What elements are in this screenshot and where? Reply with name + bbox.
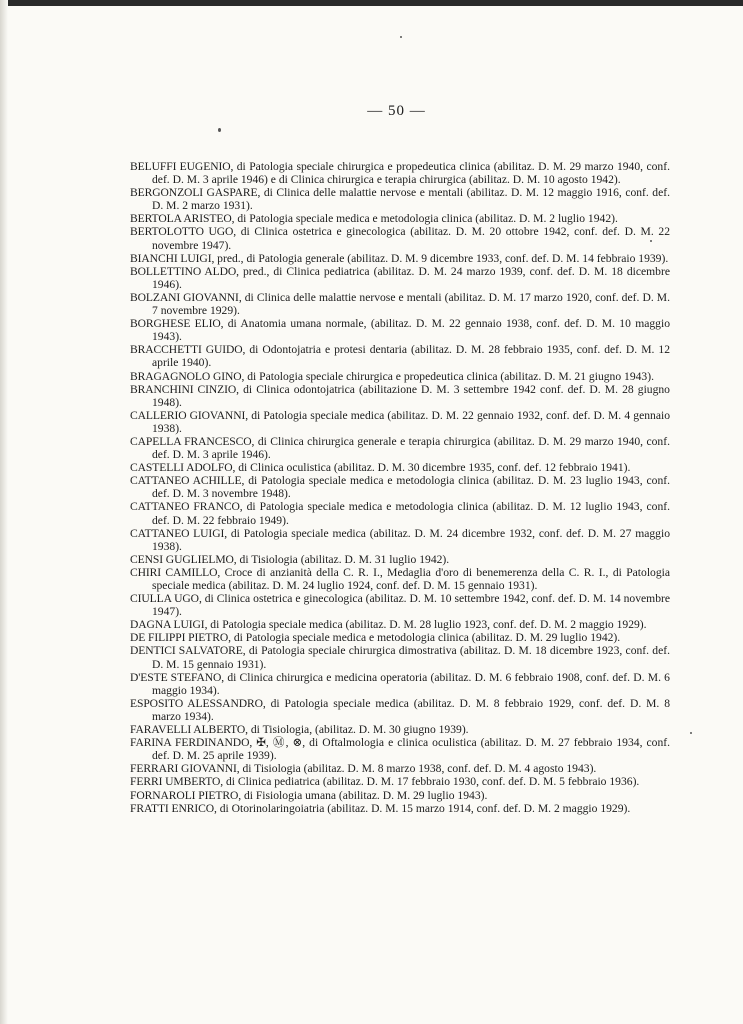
faculty-name: FERRARI GIOVANNI, — [130, 762, 240, 776]
faculty-detail: pred., di Clinica pediatrica (abilitaz. D. M. 24 marzo 1939, conf. def. D. M. 18 dicembre 1946). — [152, 264, 670, 291]
faculty-name: BERTOLA ARISTEO, — [130, 212, 235, 226]
scan-speck — [400, 36, 402, 38]
faculty-entry — [130, 343, 670, 369]
faculty-name: CALLERIO GIOVANNI, — [130, 408, 249, 422]
faculty-name: BRAGAGNOLO GINO, — [130, 369, 245, 383]
faculty-entry — [130, 644, 670, 670]
faculty-entry — [130, 527, 670, 553]
faculty-entry — [130, 631, 670, 644]
faculty-name: CATTANEO LUIGI, — [130, 526, 228, 540]
faculty-detail: di Fisiologia umana (abilitaz. D. M. 29 luglio 1943). — [243, 788, 488, 802]
faculty-detail: di Patologia speciale medica (abilitaz. D. M. 22 gennaio 1932, conf. def. D. M. 4 gennaio 1938). — [152, 408, 670, 435]
faculty-name: BIANCHI LUIGI, — [130, 251, 215, 265]
faculty-entry — [130, 461, 670, 474]
faculty-detail: di Clinica oculistica (abilitaz. D. M. 30 dicembre 1935, conf. def. 12 febbraio 1941). — [238, 461, 631, 475]
faculty-detail: di Odontojatria e protesi dentaria (abilitaz. D. M. 28 febbraio 1935, conf. def. D. M. 12 aprile 1940). — [152, 343, 671, 370]
faculty-detail: di Patologia speciale medica e metodologia clinica (abilitaz. D. M. 29 luglio 1942). — [233, 631, 621, 645]
faculty-entry — [130, 383, 670, 409]
faculty-name: CASTELLI ADOLFO, — [130, 461, 236, 475]
faculty-detail: di Patologia speciale medica e metodologia clinica (abilitaz. D. M. 23 luglio 1943, conf. def. D. M. 3 novembre 1948). — [152, 474, 671, 501]
faculty-entry — [130, 592, 670, 618]
faculty-entry — [130, 291, 670, 317]
faculty-name: FERRI UMBERTO, — [130, 775, 224, 789]
faculty-entry — [130, 671, 670, 697]
scan-top-border — [0, 0, 743, 6]
faculty-name: BORGHESE ELIO, — [130, 317, 224, 331]
faculty-detail: di Tisiologia (abilitaz. D. M. 8 marzo 1938, conf. def. D. M. 4 agosto 1943). — [242, 762, 597, 776]
faculty-entry — [130, 252, 670, 265]
faculty-detail: di Otorinolaringoiatria (abilitaz. D. M. 15 marzo 1914, conf. def. D. M. 2 maggio 1929). — [219, 801, 631, 815]
faculty-detail: di Tisiologia (abilitaz. D. M. 31 luglio 1942). — [239, 552, 450, 566]
faculty-name: CATTANEO ACHILLE, — [130, 474, 245, 488]
faculty-detail: di Patologia speciale medica (abilitaz. D. M. 8 febbraio 1929, conf. def. D. M. 8 marzo 1934). — [152, 696, 670, 723]
faculty-entry — [130, 762, 670, 775]
faculty-entry — [130, 474, 670, 500]
faculty-name: BRANCHINI CINZIO, — [130, 382, 239, 396]
faculty-entry — [130, 553, 670, 566]
faculty-detail: di Clinica chirurgica e medicina operatoria (abilitaz. D. M. 6 febbraio 1908, conf. def. D. M. 6 maggio 1934). — [152, 670, 670, 697]
faculty-entry — [130, 186, 670, 212]
faculty-detail: di Patologia speciale medica (abilitaz. D. M. 28 luglio 1923, conf. def. D. M. 2 maggio 1929). — [210, 618, 647, 632]
faculty-name: FARINA FERDINANDO, — [130, 736, 253, 750]
faculty-detail: pred., di Patologia generale (abilitaz. D. M. 9 dicembre 1933, conf. def. D. M. 14 febbraio 1939). — [217, 251, 669, 265]
faculty-entry — [130, 370, 670, 383]
faculty-detail: di Patologia speciale medica (abilitaz. D. M. 24 dicembre 1932, conf. def. D. M. 27 maggio 1938). — [152, 526, 670, 553]
faculty-name: BERGONZOLI GASPARE, — [130, 186, 261, 200]
faculty-detail: Croce di anzianità della C. R. I., Medaglia d'oro di benemerenza della C. R. I., di Patologia speciale medica (abilitaz. D. M. 24 luglio 1924, conf. def. D. M. 15 gennaio 1931). — [152, 565, 670, 592]
faculty-name: CHIRI CAMILLO, — [130, 565, 221, 579]
faculty-entry — [130, 265, 670, 291]
scan-speck — [690, 732, 692, 734]
faculty-detail: di Clinica ostetrica e ginecologica (abilitaz. D. M. 10 settembre 1942, conf. def. D. M. 14 novembre 1947). — [152, 592, 670, 619]
faculty-entry — [130, 736, 670, 762]
page-number: — 50 — — [367, 103, 426, 119]
faculty-entry — [130, 566, 670, 592]
scan-speck — [218, 128, 221, 132]
scan-speck — [650, 240, 652, 242]
faculty-name: CENSI GUGLIELMO, — [130, 552, 237, 566]
faculty-detail: di Patologia speciale chirurgica dimostrativa (abilitaz. D. M. 18 dicembre 1923, conf. def. D. M. 15 gennaio 1931). — [152, 644, 670, 671]
faculty-entry — [130, 618, 670, 631]
faculty-detail: di Clinica chirurgica generale e terapia chirurgica (abilitaz. D. M. 29 marzo 1940, conf. def. D. M. 3 aprile 1946). — [152, 434, 670, 462]
faculty-name: DENTICI SALVATORE, — [130, 644, 246, 658]
faculty-detail: di Patologia speciale chirurgica e propedeutica clinica (abilitaz. D. M. 21 giugno 1943). — [247, 369, 654, 383]
faculty-entry — [130, 697, 670, 723]
faculty-detail: di Patologia speciale medica e metodologia clinica (abilitaz. D. M. 12 luglio 1943, conf. def. D. M. 22 febbraio 1949). — [152, 500, 671, 527]
faculty-entry — [130, 160, 670, 186]
faculty-entry — [130, 212, 670, 225]
faculty-detail: ✠, Ⓜ, ⊗, di Oftalmologia e clinica oculistica (abilitaz. D. M. 27 febbraio 1934, conf. def. D. M. 25 aprile 1939). — [152, 736, 671, 763]
faculty-detail: di Clinica delle malattie nervose e mentali (abilitaz. D. M. 12 maggio 1916, conf. def. D. M. 2 marzo 1931). — [152, 186, 671, 213]
faculty-name: BELUFFI EUGENIO, — [130, 160, 234, 173]
faculty-name: BRACCHETTI GUIDO, — [130, 343, 246, 357]
faculty-detail: di Clinica ostetrica e ginecologica (abilitaz. D. M. 20 ottobre 1942, conf. def. D. M. 22 novembre 1947). — [152, 225, 670, 252]
faculty-entry — [130, 789, 670, 802]
faculty-name: FARAVELLI ALBERTO, — [130, 723, 248, 737]
faculty-name: CAPELLA FRANCESCO, — [130, 434, 255, 448]
faculty-name: CATTANEO FRANCO, — [130, 500, 243, 514]
faculty-detail: di Patologia speciale medica e metodologia clinica (abilitaz. D. M. 2 luglio 1942). — [237, 212, 618, 226]
faculty-detail: di Tisiologia, (abilitaz. D. M. 30 giugno 1939). — [250, 723, 469, 737]
faculty-detail: di Clinica odontojatrica (abilitazione D. M. 3 settembre 1942 conf. def. D. M. 28 giugno 1948). — [152, 382, 670, 409]
faculty-entry — [130, 500, 670, 526]
scan-left-shadow — [0, 0, 8, 1024]
faculty-name: BOLZANI GIOVANNI, — [130, 290, 242, 304]
faculty-name: DE FILIPPI PIETRO, — [130, 631, 231, 645]
faculty-detail: di Anatomia umana normale, (abilitaz. D. M. 22 gennaio 1938, conf. def. D. M. 10 maggio 1943). — [152, 317, 670, 344]
entry-list — [130, 160, 670, 815]
faculty-detail: di Clinica pediatrica (abilitaz. D. M. 17 febbraio 1930, conf. def. D. M. 5 febbraio 1936). — [225, 775, 640, 789]
faculty-entry — [130, 802, 670, 815]
faculty-name: FORNAROLI PIETRO, — [130, 788, 242, 802]
faculty-name: DAGNA LUIGI, — [130, 618, 208, 632]
faculty-detail: di Patologia speciale chirurgica e propedeutica clinica (abilitaz. D. M. 29 marzo 1940, conf. def. D. M. 3 aprile 1946) e di Clinica chirurgica e terapia chirurgica (abilitaz. D. M. 10 agosto 1942). — [152, 160, 670, 187]
faculty-name: FRATTI ENRICO, — [130, 801, 217, 815]
faculty-name: ESPOSITO ALESSANDRO, — [130, 696, 266, 710]
faculty-name: CIULLA UGO, — [130, 592, 202, 606]
faculty-entry — [130, 317, 670, 343]
faculty-name: BERTOLOTTO UGO, — [130, 225, 237, 239]
faculty-entry — [130, 435, 670, 461]
faculty-entry — [130, 775, 670, 788]
faculty-entry — [130, 225, 670, 251]
faculty-name: D'ESTE STEFANO, — [130, 670, 225, 684]
faculty-detail: di Clinica delle malattie nervose e mentali (abilitaz. D. M. 17 marzo 1920, conf. def. D. M. 7 novembre 1929). — [152, 290, 671, 318]
faculty-entry — [130, 409, 670, 435]
faculty-entry — [130, 723, 670, 736]
faculty-name: BOLLETTINO ALDO, — [130, 264, 239, 278]
